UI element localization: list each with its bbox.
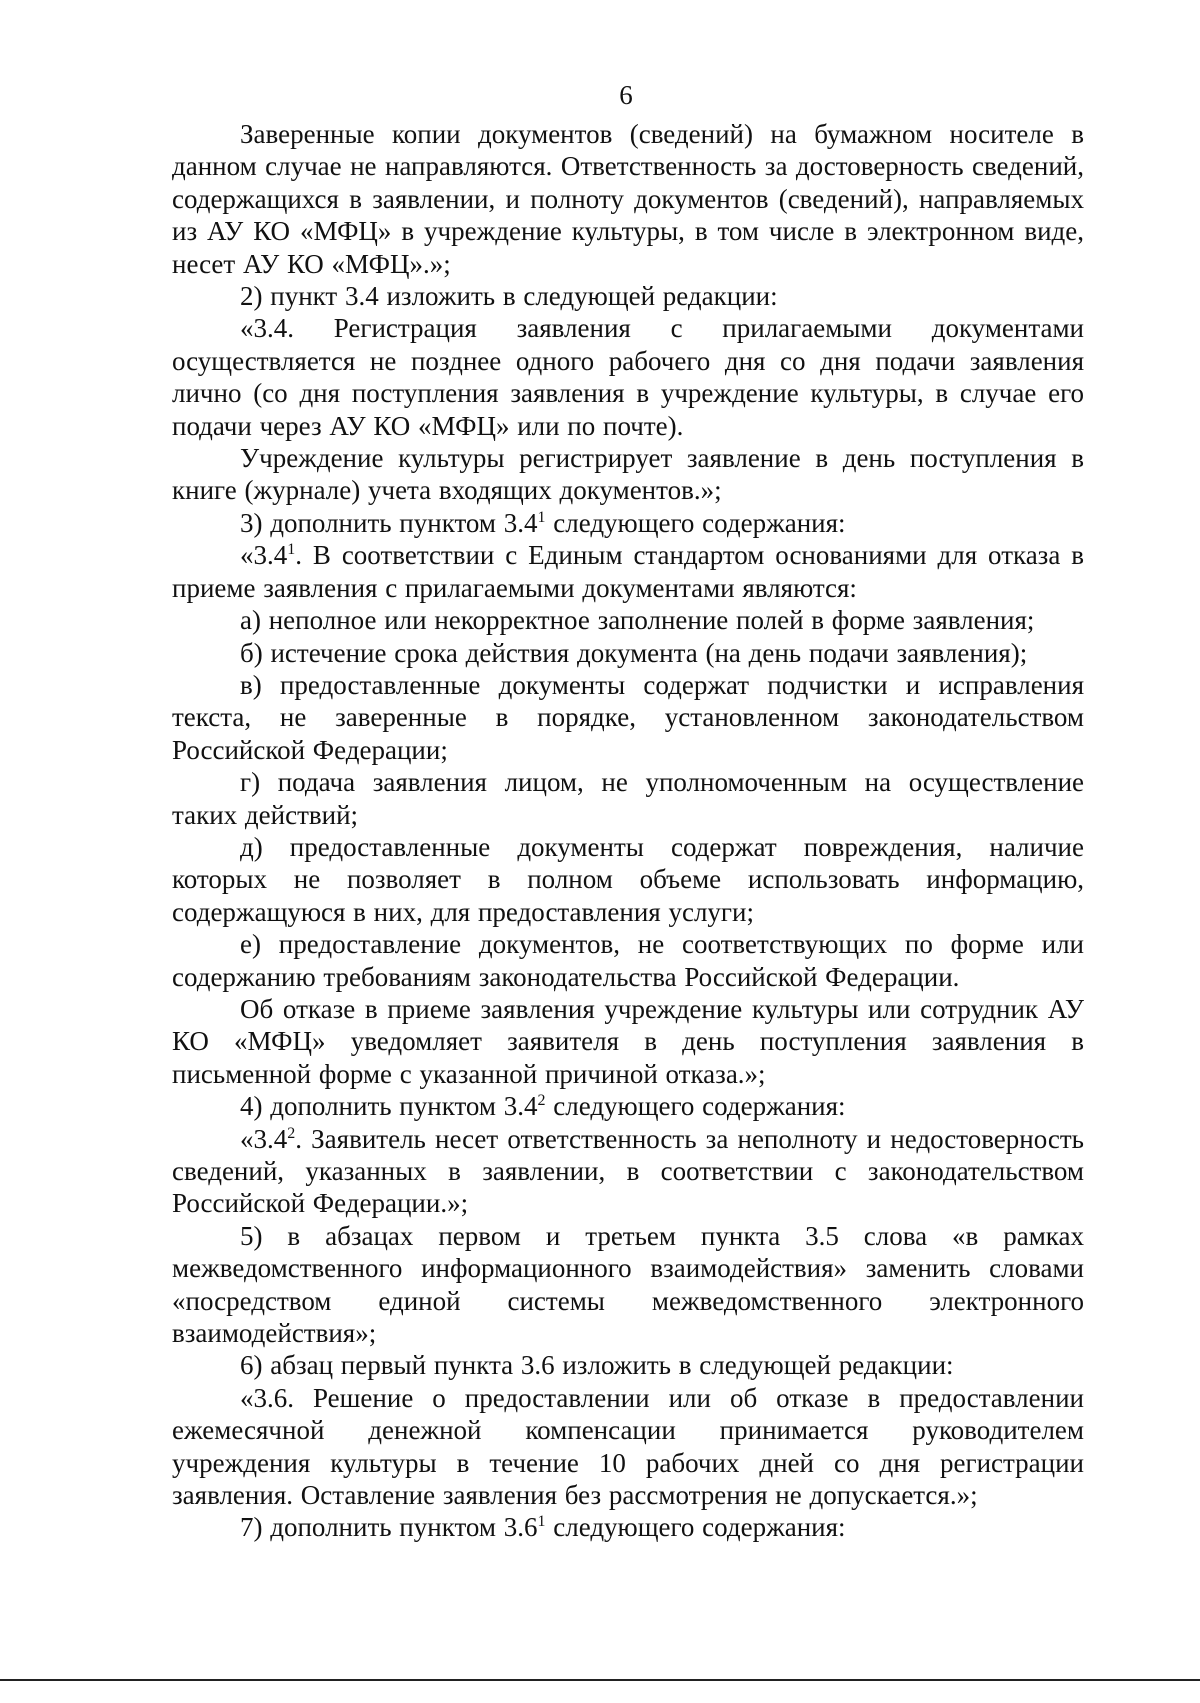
paragraph-item-4 bbox=[172, 1090, 1084, 1122]
paragraph-item-3 bbox=[172, 507, 1084, 539]
clause-3-4-1-number: «3.4 bbox=[240, 540, 288, 571]
item-7-text: 7) дополнить пунктом 3.6 bbox=[240, 1512, 538, 1543]
scan-edge-line bbox=[0, 1679, 1200, 1681]
superscript: 1 bbox=[537, 1513, 546, 1531]
list-item-g: г) подача заявления лицом, не уполномоченным на осуществление таких действий; bbox=[172, 767, 1084, 830]
list-item-e: е) предоставление документов, не соответствующих по форме или содержанию требованиям законодательства Российской Федерации. bbox=[172, 929, 1084, 992]
item-4-text: 4) дополнить пунктом 3.4 bbox=[240, 1091, 538, 1122]
paragraph-item-2: 2) пункт 3.4 изложить в следующей редакции: bbox=[240, 281, 778, 312]
item-4-text-tail: следующего содержания: bbox=[545, 1091, 846, 1122]
paragraph-item-5: 5) в абзацах первом и третьем пункта 3.5 слова «в рамках межведомственного информационного взаимодействия» заменить словами «посредством единой системы межведомственного электронного взаимодействия»; bbox=[172, 1220, 1084, 1349]
paragraph-refusal-notice: Об отказе в приеме заявления учреждение культуры или сотрудник АУ КО «МФЦ» уведомляет заявителя в день поступления заявления в письменной форме с указанной причиной отказа.»; bbox=[172, 993, 1084, 1089]
paragraph-3-6-decision: «3.6. Решение о предоставлении или об отказе в предоставлении ежемесячной денежной компенсации принимается руководителем учреждения культуры в течение 10 рабочих дней со дня регистрации заявления. Оставление заявления без рассмотрения не допускается.»; bbox=[172, 1382, 1084, 1511]
clause-3-4-1-text: . В соответствии с Единым стандартом основаниями для отказа в приеме заявления с прилагаемыми документами являются: bbox=[172, 540, 1084, 603]
item-7-text-tail: следующего содержания: bbox=[545, 1512, 846, 1543]
clause-3-4-2-number: «3.4 bbox=[240, 1123, 288, 1154]
superscript: 1 bbox=[537, 508, 546, 526]
document-body bbox=[172, 118, 1084, 1544]
superscript: 1 bbox=[287, 541, 296, 559]
paragraph-item-6: 6) абзац первый пункта 3.6 изложить в следующей редакции: bbox=[240, 1350, 954, 1381]
clause-3-4-2-text: . Заявитель несет ответственность за неполноту и недостоверность сведений, указанных в заявлении, в соответствии с законодательством Российской Федерации.»; bbox=[172, 1123, 1084, 1219]
paragraph-3-4-registration: «3.4. Регистрация заявления с прилагаемыми документами осуществляется не позднее одного рабочего дня со дня подачи заявления лично (со дня поступления заявления в учреждение культуры, в случае его подачи через АУ КО «МФЦ» или по почте). bbox=[172, 313, 1084, 441]
paragraph-certified-copies: Заверенные копии документов (сведений) на бумажном носителе в данном случае не направляются. Ответственность за достоверность сведений, содержащихся в заявлении, и полноту документов (сведений), направляемых из АУ КО «МФЦ» в учреждение культуры, в том числе в электронном виде, несет АУ КО «МФЦ».»; bbox=[172, 119, 1084, 279]
list-item-v: в) предоставленные документы содержат подчистки и исправления текста, не заверенные в порядке, установленном законодательством Российской Федерации; bbox=[172, 669, 1084, 765]
item-3-text-tail: следующего содержания: bbox=[545, 507, 846, 538]
paragraph-3-4-1 bbox=[172, 539, 1084, 604]
item-3-text: 3) дополнить пунктом 3.4 bbox=[240, 507, 538, 538]
paragraph-3-4-2 bbox=[172, 1123, 1084, 1220]
superscript: 2 bbox=[287, 1124, 296, 1142]
page-number: 6 bbox=[619, 80, 633, 110]
list-item-d: д) предоставленные документы содержат повреждения, наличие которых не позволяет в полном объеме использовать информацию, содержащуюся в них, для предоставления услуги; bbox=[172, 831, 1084, 927]
paragraph-registration-day: Учреждение культуры регистрирует заявление в день поступления в книге (журнале) учета входящих документов.»; bbox=[172, 443, 1084, 506]
list-item-b: б) истечение срока действия документа (на день подачи заявления); bbox=[240, 637, 1028, 668]
paragraph-item-7 bbox=[172, 1511, 1084, 1543]
list-item-a: а) неполное или некорректное заполнение полей в форме заявления; bbox=[240, 605, 1035, 636]
superscript: 2 bbox=[537, 1092, 546, 1110]
